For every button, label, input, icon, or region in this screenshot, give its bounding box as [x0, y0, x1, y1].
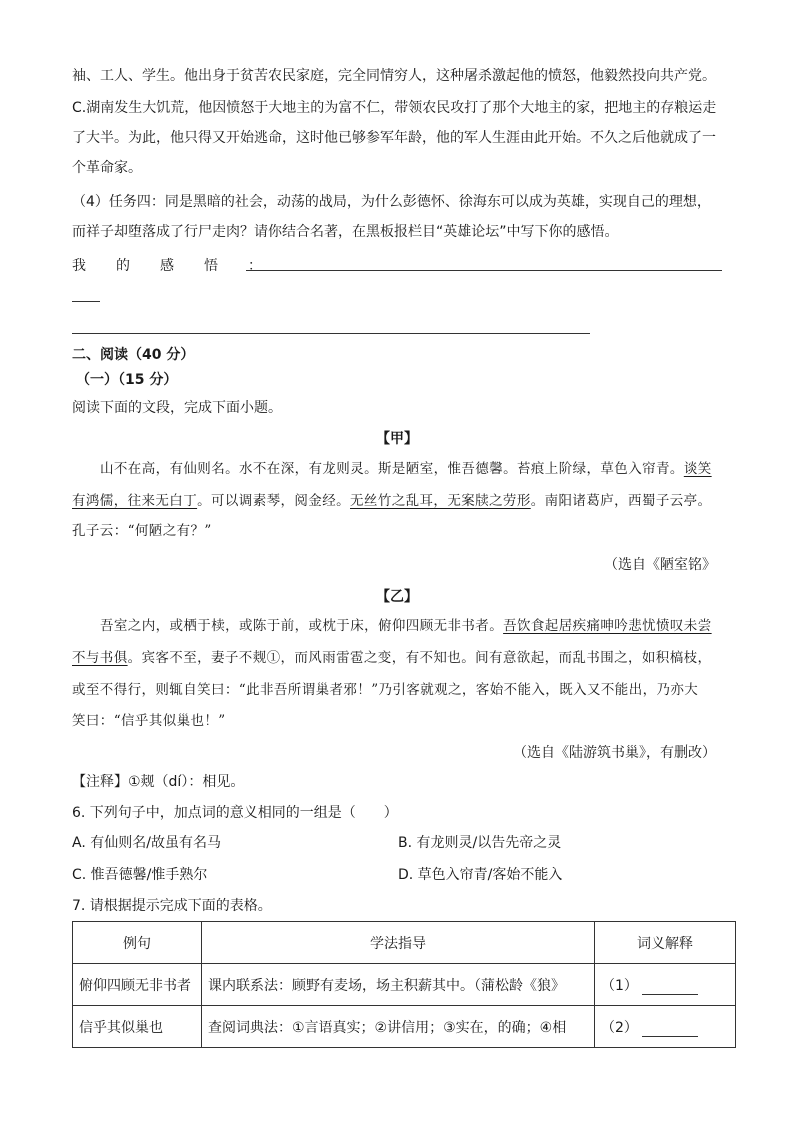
answer-blank[interactable] [642, 980, 698, 995]
task-four-question-cont: 而祥子却堕落成了行尸走肉？请你结合名著，在黑板报栏目“英雄论坛”中写下你的感悟。 [72, 224, 619, 240]
answer-blank[interactable] [642, 1022, 698, 1037]
passage-yi-source: （选自《陆游筑书巢》，有删改） [513, 745, 716, 761]
passage-yi-line: 笑曰：“信乎其似巢也！” [72, 713, 226, 729]
question-7-table [72, 921, 736, 1048]
reading-instruction: 阅读下面的文段，完成下面小题。 [72, 400, 282, 416]
passage-yi-line: 或至不得行，则辄自笑曰：“此非吾所谓巢者邪！”乃引客就观之，客始不能入，既入又不能出，乃亦大 [72, 682, 699, 698]
passage-text: 。可以调素琴，阅金经。 [197, 493, 351, 509]
underlined-sentence: 吾饮食起居疾痛呻吟悲忧愤叹未尝 [503, 618, 712, 634]
method-guide: 查阅词典法：①言语真实；②讲信用；③实在，的确；④相 [202, 1006, 595, 1048]
subsection-title: （一）（15 分） [76, 372, 178, 388]
passage-jia-line: 孔子云：“何陋之有？” [72, 523, 212, 539]
table-header-row [73, 922, 736, 964]
underlined-sentence: 谈笑 [683, 461, 712, 477]
option-a[interactable]: A. 有仙则名/故虽有名马 [72, 835, 221, 851]
passage-text: 。宾客不至，妻子不觌①，而风雨雷雹之变，有不知也。间有意欲起，而乱书围之，如积槁枝， [127, 650, 712, 666]
passage-yi-line [100, 616, 730, 636]
annotation-note: 【注释】①觌（dí）：相见。 [72, 774, 245, 790]
option-c-text: C.湖南发生大饥荒，他因愤怒于大地主的为富不仁，带领农民攻打了那个大地主的家，把地主的存粮运走 [72, 100, 717, 116]
text-line: 了大半。为此，他只得又开始逃命，这时他已够参军年龄，他的军人生涯由此开始。不久之后他就成了一 [72, 130, 716, 146]
option-d[interactable]: D. 草色入帘青/客始不能入 [398, 867, 563, 883]
passage-jia-line [72, 491, 732, 511]
passage-yi-line [72, 648, 732, 668]
passage-text: 。南阳诸葛庐，西蜀子云亭。 [530, 493, 712, 509]
table-header: 词义解释 [595, 922, 736, 964]
passage-text: 吾室之内，或栖于椟，或陈于前，或枕于床，俯仰四顾无非书者。 [100, 618, 504, 634]
option-c[interactable]: C. 惟吾德馨/惟手熟尔 [72, 867, 208, 883]
passage-yi-heading: 【乙】 [376, 589, 418, 605]
section-title: 二、阅读（40 分） [72, 347, 195, 363]
question-6-stem: 6. 下列句子中，加点词的意义相同的一组是（ ） [72, 805, 398, 821]
example-sentence: 俯仰四顾无非书者 [73, 964, 202, 1006]
answer-line[interactable] [72, 301, 100, 302]
option-b[interactable]: B. 有龙则灵/以告先帝之灵 [398, 835, 562, 851]
answer-line[interactable] [246, 270, 722, 271]
task-four-question: （4）任务四：同是黑暗的社会，动荡的战局，为什么彭德怀、徐海东可以成为英雄，实现自己的理想， [72, 194, 711, 210]
example-sentence: 信乎其似巢也 [73, 1006, 202, 1048]
question-7-stem: 7. 请根据提示完成下面的表格。 [72, 898, 272, 914]
table-row [73, 964, 736, 1006]
table-header: 学法指导 [202, 922, 595, 964]
passage-text: 山不在高，有仙则名。水不在深，有龙则灵。斯是陋室，惟吾德馨。苔痕上阶绿，草色入帘青。 [100, 461, 684, 477]
answer-line[interactable] [72, 333, 590, 334]
table-header: 例句 [73, 922, 202, 964]
passage-jia-heading: 【甲】 [376, 431, 418, 447]
underlined-sentence: 有鸿儒，往来无白丁 [72, 493, 198, 509]
feeling-label: 我的感悟： [72, 258, 292, 274]
table-row [73, 1006, 736, 1048]
answer-number: （1） [601, 977, 638, 994]
text-line: 个革命家。 [72, 160, 142, 176]
underlined-sentence: 无丝竹之乱耳，无案牍之劳形 [350, 493, 531, 509]
answer-number: （2） [601, 1019, 638, 1036]
text-line: 袖、工人、学生。他出身于贫苦农民家庭，完全同情穷人，这种屠杀激起他的愤怒，他毅然投向共产党。 [72, 68, 716, 84]
answer-cell[interactable] [595, 964, 736, 1006]
answer-cell[interactable] [595, 1006, 736, 1048]
passage-jia-line [100, 459, 730, 479]
method-guide: 课内联系法：顾野有麦场，场主积薪其中。（蒲松龄《狼》 [202, 964, 595, 1006]
passage-jia-source: （选自《陋室铭》 [604, 557, 716, 573]
underlined-sentence: 不与书俱 [72, 650, 128, 666]
